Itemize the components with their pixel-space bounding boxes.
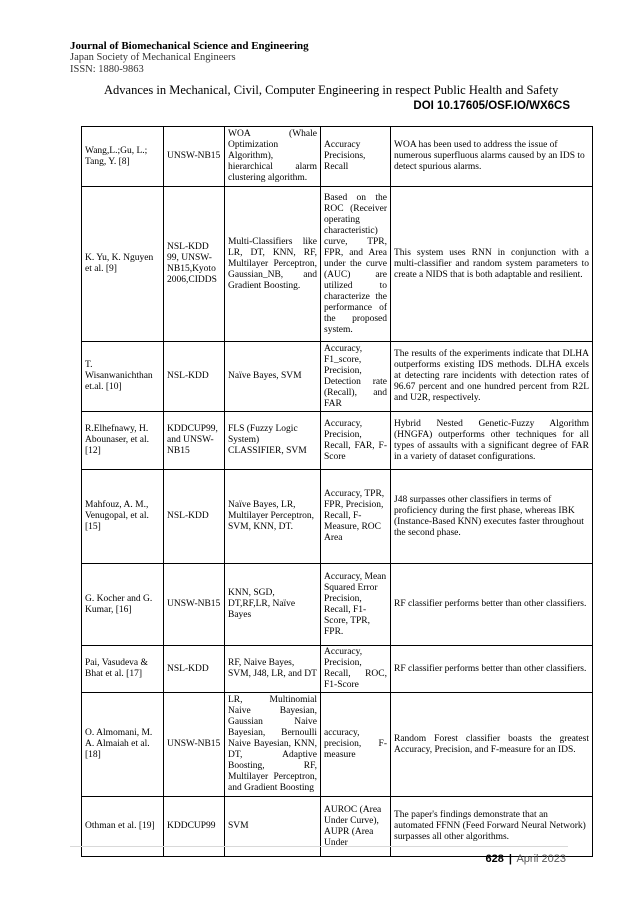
author-cell: Wang,L.;Gu, L.; Tang, Y. [8] xyxy=(82,127,164,187)
table-row xyxy=(82,564,593,646)
metrics-cell: Accuracy Precisions, Recall xyxy=(321,127,391,187)
table-row xyxy=(82,127,593,187)
author-cell: G. Kocher and G. Kumar, [16] xyxy=(82,564,164,646)
result-cell: RF classifier performs better than other classifiers. xyxy=(391,646,593,693)
result-cell: J48 surpasses other classifiers in terms of proficiency during the first phase, whereas IBK (Instance-Based KNN) executes faster throughout the second phase. xyxy=(391,470,593,564)
table-row xyxy=(82,187,593,342)
method-cell: Multi-Classifiers like LR, DT, KNN, RF, Multilayer Perceptron, Gaussian_NB, and Gradient Boosting. xyxy=(225,187,321,342)
result-cell: The results of the experiments indicate that DLHA outperforms existing IDS methods. DLHA excels at detecting rare incidents with detection rates of 96.67 percent and one hundred percent from R2L and U2R, respectively. xyxy=(391,342,593,412)
table-row xyxy=(82,470,593,564)
dataset-cell: UNSW-NB15 xyxy=(164,127,225,187)
author-cell: K. Yu, K. Nguyen et al. [9] xyxy=(82,187,164,342)
metrics-cell: Accuracy, Precision, Recall, ROC, F1-Score xyxy=(321,646,391,693)
metrics-cell: Accuracy, F1_score, Precision, Detection rate (Recall), and FAR xyxy=(321,342,391,412)
method-cell: RF, Naive Bayes, SVM, J48, LR, and DT xyxy=(225,646,321,693)
dataset-cell: KDDCUP99, and UNSW-NB15 xyxy=(164,412,225,470)
table-row xyxy=(82,342,593,412)
result-cell: RF classifier performs better than other classifiers. xyxy=(391,564,593,646)
method-cell: Naïve Bayes, LR, Multilayer Perceptron, SVM, KNN, DT. xyxy=(225,470,321,564)
journal-society: Japan Society of Mechanical Engineers xyxy=(70,52,236,63)
author-cell: T. Wisanwanichthan et.al. [10] xyxy=(82,342,164,412)
journal-issn: ISSN: 1880-9863 xyxy=(70,64,144,75)
result-cell: This system uses RNN in conjunction with a multi-classifier and random system parameters to create a NIDS that is both adaptable and resilient. xyxy=(391,187,593,342)
author-cell: R.Elhefnawy, H. Abounaser, et al. [12] xyxy=(82,412,164,470)
dataset-cell: UNSW-NB15 xyxy=(164,693,225,797)
dataset-cell: NSL-KDD xyxy=(164,646,225,693)
footer-divider xyxy=(70,846,568,847)
method-cell: Naïve Bayes, SVM xyxy=(225,342,321,412)
method-cell: WOA (Whale Optimization Algorithm), hierarchical alarm clustering algorithm. xyxy=(225,127,321,187)
author-cell: Pai, Vasudeva & Bhat et al. [17] xyxy=(82,646,164,693)
journal-header xyxy=(70,40,309,76)
result-cell: WOA has been used to address the issue of numerous superfluous alarms caused by an IDS to detect spurious alarms. xyxy=(391,127,593,187)
table-row xyxy=(82,412,593,470)
metrics-cell: Accuracy, Mean Squared Error Precision, Recall, F1-Score, TPR, FPR. xyxy=(321,564,391,646)
journal-name: Journal of Biomechanical Science and Engineering xyxy=(70,40,309,52)
table-row xyxy=(82,797,593,857)
author-cell: Mahfouz, A. M., Venugopal, et al. [15] xyxy=(82,470,164,564)
result-cell: Random Forest classifier boasts the greatest Accuracy, Precision, and F-measure for an IDS. xyxy=(391,693,593,797)
result-cell: Hybrid Nested Genetic-Fuzzy Algorithm (HNGFA) outperforms other techniques for all types of assaults with a significant degree of FAR in a variety of dataset configurations. xyxy=(391,412,593,470)
metrics-cell: accuracy, precision, F-measure xyxy=(321,693,391,797)
metrics-cell: Based on the ROC (Receiver operating characteristic) curve, TPR, FPR, and Area under the curve (AUC) are utilized to characterize the performance of the proposed system. xyxy=(321,187,391,342)
table-row xyxy=(82,646,593,693)
issue-date: April 2023 xyxy=(516,853,566,865)
dataset-cell: NSL-KDD xyxy=(164,342,225,412)
author-cell: Othman et al. [19] xyxy=(82,797,164,857)
method-cell: KNN, SGD, DT,RF,LR, Naïve Bayes xyxy=(225,564,321,646)
page-number: 628 xyxy=(485,853,504,865)
method-cell: FLS (Fuzzy Logic System) CLASSIFIER, SVM xyxy=(225,412,321,470)
metrics-cell: Accuracy, Precision, Recall, FAR, F-Score xyxy=(321,412,391,470)
journal-subtitle: Advances in Mechanical, Civil, Computer Engineering in respect Public Health and Safety xyxy=(104,83,559,97)
literature-table xyxy=(81,126,593,857)
metrics-cell: AUROC (Area Under Curve), AUPR (Area Under xyxy=(321,797,391,857)
footer-separator: | xyxy=(508,853,512,865)
doi-label: DOI 10.17605/OSF.IO/WX6CS xyxy=(413,100,570,112)
method-cell: LR, Multinomial Naive Bayesian, Gaussian Naive Bayesian, Bernoulli Naive Bayesian, KNN, DT, Adaptive Boosting, RF, Multilayer Perceptron, and Gradient Boosting xyxy=(225,693,321,797)
dataset-cell: NSL-KDD 99, UNSW-NB15,Kyoto 2006,CIDDS xyxy=(164,187,225,342)
dataset-cell: NSL-KDD xyxy=(164,470,225,564)
result-cell: The paper's findings demonstrate that an automated FFNN (Feed Forward Neural Network) surpasses all other algorithms. xyxy=(391,797,593,857)
dataset-cell: UNSW-NB15 xyxy=(164,564,225,646)
author-cell: O. Almomani, M. A. Almaiah et al. [18] xyxy=(82,693,164,797)
metrics-cell: Accuracy, TPR, FPR, Precision, Recall, F-Measure, ROC Area xyxy=(321,470,391,564)
method-cell: SVM xyxy=(225,797,321,857)
table-row xyxy=(82,693,593,797)
page-footer xyxy=(486,853,567,865)
dataset-cell: KDDCUP99 xyxy=(164,797,225,857)
